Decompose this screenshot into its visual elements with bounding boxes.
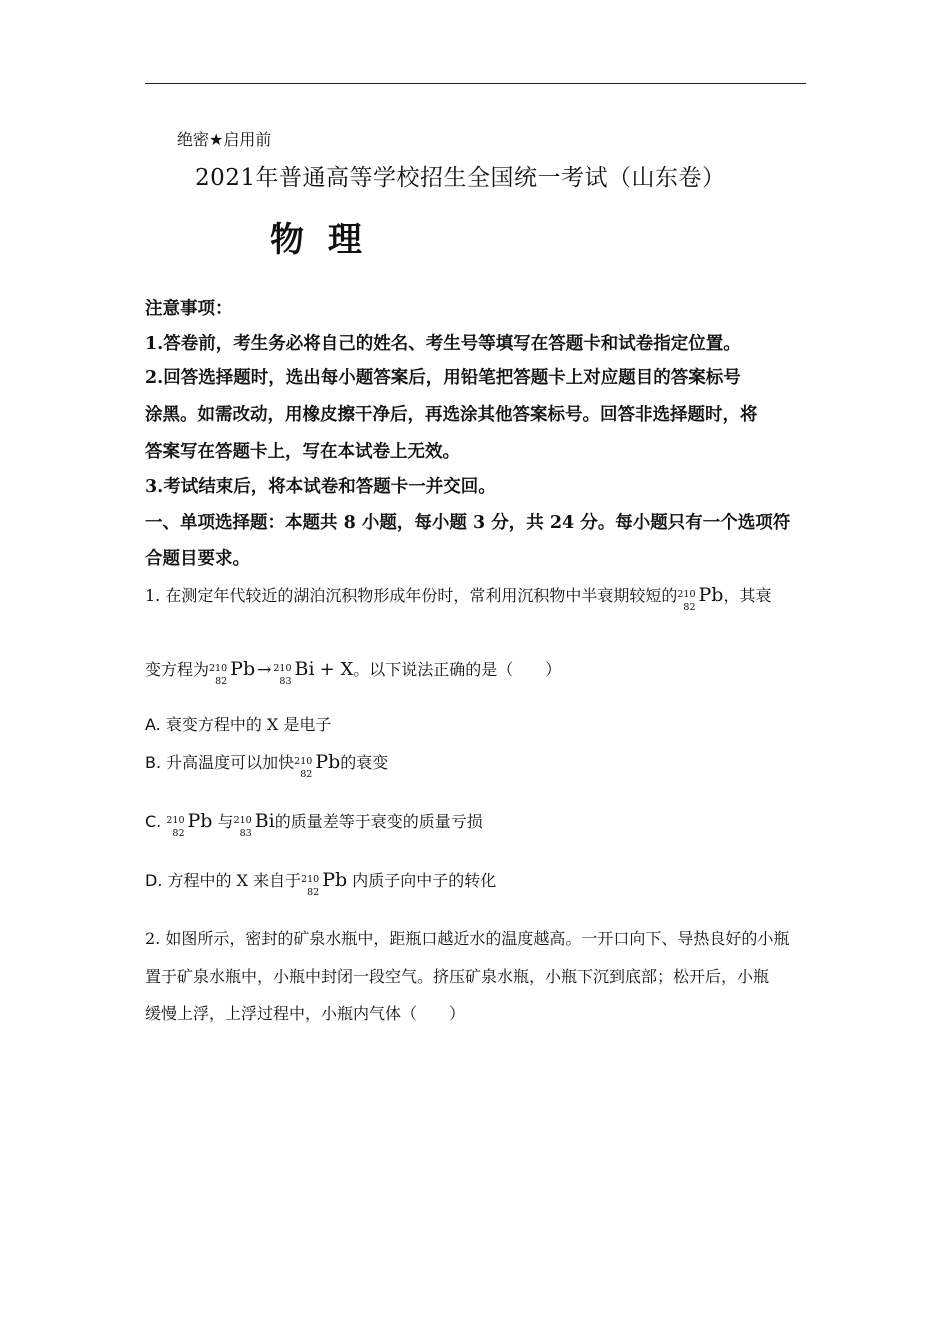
c-bi-atomic: 83: [239, 828, 252, 839]
d-pb-symbol: Pb: [322, 869, 348, 891]
confidential-label: 绝密★启用前: [177, 130, 272, 149]
q1-option-b[interactable]: [145, 750, 388, 780]
nuclide-pb-210: [677, 584, 723, 613]
q1-stem-text-2b: 。以下说法正确的是（ ）: [353, 660, 562, 679]
c-bi-symbol: Bi: [254, 810, 275, 832]
q1-option-d[interactable]: [145, 868, 496, 898]
exam-title: 2021年普通高等学校招生全国统一考试（山东卷）: [195, 165, 726, 191]
pb-symbol: Pb: [698, 584, 724, 606]
option-d-pb: [301, 869, 347, 898]
option-d-text-post: 内质子向中子的转化: [352, 871, 497, 890]
option-a-letter: A.: [145, 715, 161, 734]
eq-pb-symbol: Pb: [230, 658, 256, 680]
c-pb-atomic: 82: [172, 828, 185, 839]
section-heading-line-2: 合题目要求。: [145, 549, 250, 569]
option-c-pb: [166, 810, 212, 839]
decay-arrow: →: [257, 660, 272, 680]
pb-mass-number: 210: [677, 589, 696, 600]
q2-stem-line-2: 置于矿泉水瓶中，小瓶中封闭一段空气。挤压矿泉水瓶，小瓶下沉到底部；松开后，小瓶: [145, 967, 770, 986]
option-d-text-pre: 方程中的 X 来自于: [167, 871, 302, 890]
b-pb-atomic: 82: [300, 769, 313, 780]
option-a-text: 衰变方程中的 X 是电子: [165, 715, 332, 734]
option-c-bi: [234, 810, 275, 839]
equation-bi: [273, 658, 314, 687]
eq-pb-mass: 210: [209, 663, 228, 674]
q2-stem-line-1: 2. 如图所示，密封的矿泉水瓶中，距瓶口越近水的温度越高。一开口向下、导热良好的小瓶: [145, 929, 790, 948]
notice-line-4: 答案写在答题卡上，写在本试卷上无效。: [145, 442, 460, 462]
option-d-letter: D.: [145, 871, 163, 890]
q1-option-c[interactable]: [145, 809, 483, 839]
section-heading-line-1: 一、单项选择题：本题共 8 小题，每小题 3 分，共 24 分。每小题只有一个选项符: [145, 513, 791, 533]
equation-pb: [209, 658, 255, 687]
eq-bi-symbol: Bi: [294, 658, 315, 680]
header-rule: [145, 83, 806, 84]
eq-bi-mass: 210: [273, 663, 292, 674]
notice-line-3: 涂黑。如需改动，用橡皮擦干净后，再选涂其他答案标号。回答非选择题时，将: [145, 405, 758, 425]
q1-stem-text-1b: ，其衰: [723, 586, 772, 605]
option-b-text-post: 的衰变: [340, 753, 389, 772]
q2-stem-line-3: 缓慢上浮，上浮过程中，小瓶内气体（ ）: [145, 1004, 466, 1023]
plus-x: + X: [319, 659, 354, 680]
notice-line-5: 3.考试结束后，将本试卷和答题卡一并交回。: [145, 477, 496, 497]
notice-heading: 注意事项：: [145, 299, 233, 319]
eq-bi-atomic: 83: [279, 676, 292, 687]
notice-line-1: 1.答卷前，考生务必将自己的姓名、考生号等填写在答题卡和试卷指定位置。: [145, 334, 741, 354]
option-c-letter: C.: [145, 812, 162, 831]
q1-option-a[interactable]: [145, 712, 331, 735]
option-c-text-post: 的质量差等于衰变的质量亏损: [274, 812, 483, 831]
option-c-text-mid: 与: [217, 812, 234, 831]
option-b-text-pre: 升高温度可以加快: [166, 753, 295, 772]
option-b-pb: [294, 751, 340, 780]
q1-stem-text-2: 变方程为: [145, 660, 210, 679]
q1-stem-line-2: [145, 657, 561, 687]
eq-pb-atomic: 82: [215, 676, 228, 687]
d-pb-atomic: 82: [307, 887, 320, 898]
c-pb-symbol: Pb: [187, 810, 213, 832]
c-pb-mass: 210: [166, 815, 185, 826]
pb-atomic-number: 82: [683, 602, 696, 613]
option-b-letter: B.: [145, 753, 162, 772]
b-pb-mass: 210: [294, 756, 313, 767]
subject-title: 物 理: [270, 220, 368, 260]
c-bi-mass: 210: [233, 815, 252, 826]
q1-stem-text-1: 1. 在测定年代较近的湖泊沉积物形成年份时，常利用沉积物中半衰期较短的: [145, 586, 678, 605]
b-pb-symbol: Pb: [315, 751, 341, 773]
notice-line-2: 2.回答选择题时，选出每小题答案后，用铅笔把答题卡上对应题目的答案标号: [145, 368, 741, 388]
d-pb-mass: 210: [301, 874, 320, 885]
q1-stem-line-1: [145, 583, 771, 613]
